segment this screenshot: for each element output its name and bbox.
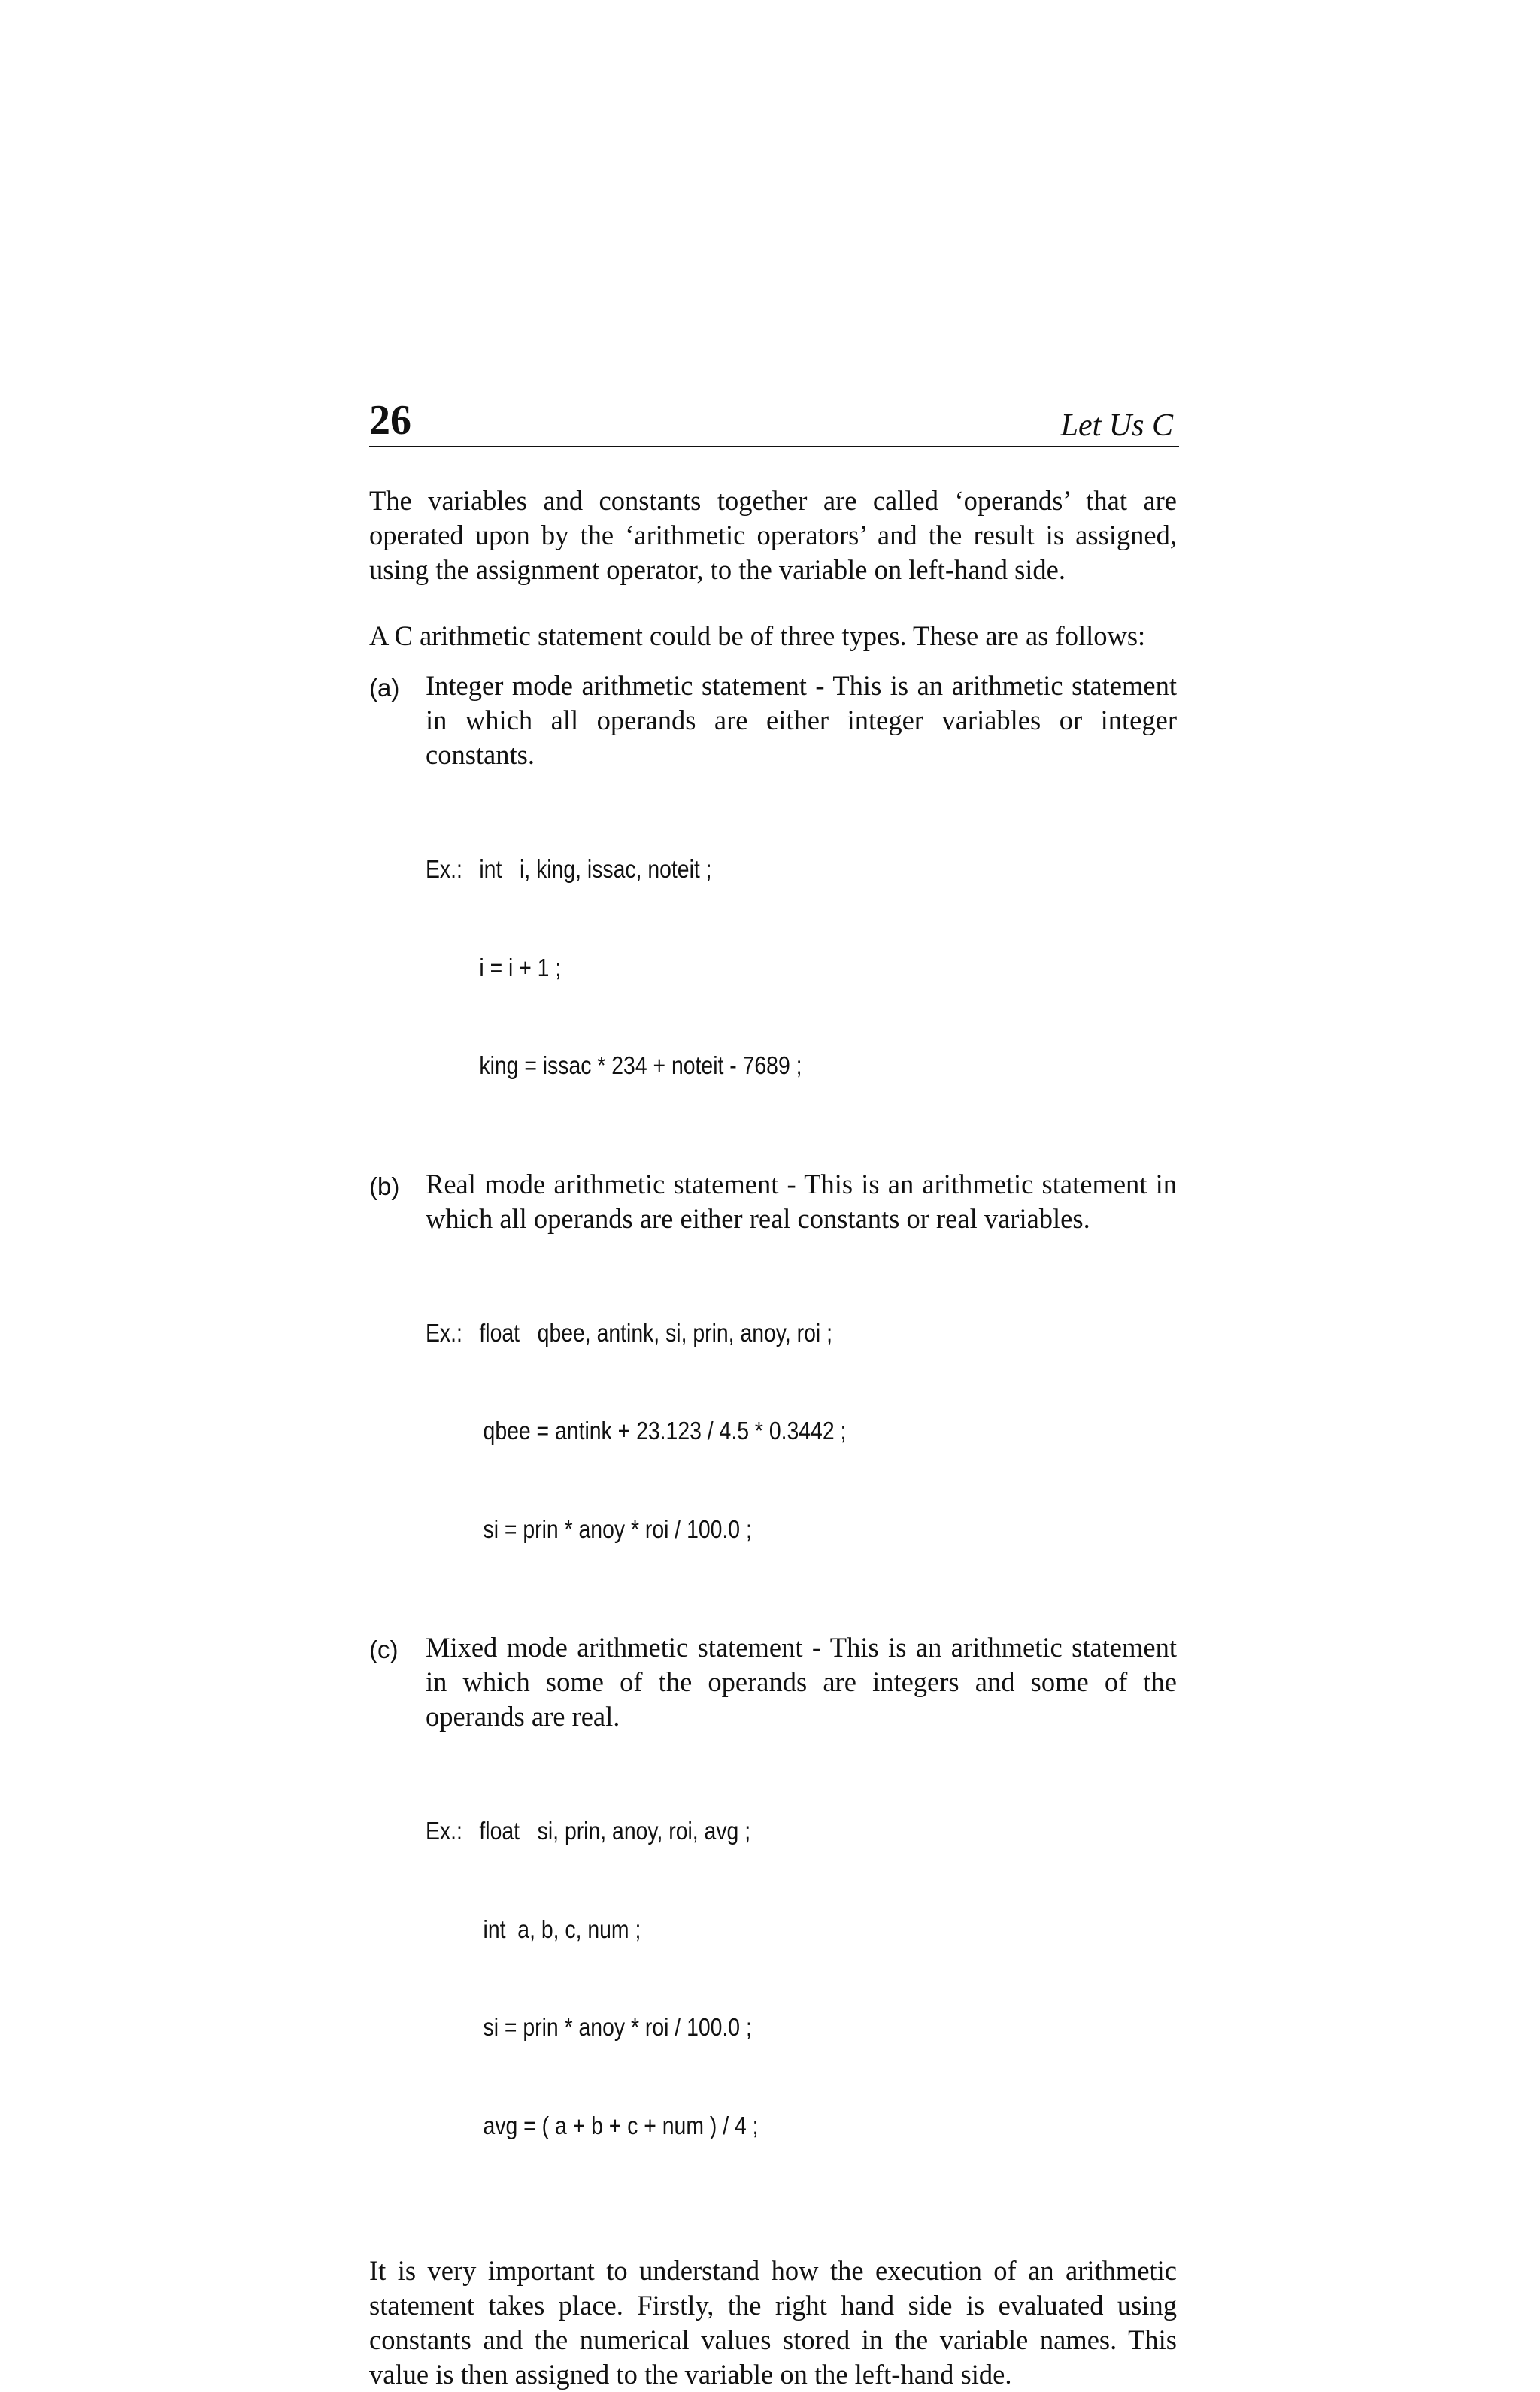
- book-page: [369, 0, 1179, 2390]
- code-line: [426, 1513, 1072, 1546]
- code-text: float si, prin, anoy, roi, avg ;: [479, 1817, 751, 1845]
- page-number: 26: [369, 397, 411, 444]
- list-item-real-mode: [369, 1167, 1177, 1611]
- code-example: [426, 787, 1072, 1147]
- list-marker: (c): [369, 1636, 399, 1663]
- list-item-text: Integer mode arithmetic statement - This is an arithmetic statement in which all operands are either integer variables or integer constants.: [426, 670, 1177, 770]
- code-text: int a, b, c, num ;: [483, 1915, 641, 1943]
- code-example: [426, 1251, 1072, 1611]
- code-text: float qbee, antink, si, prin, anoy, roi ;: [479, 1318, 832, 1347]
- types-intro-paragraph: A C arithmetic statement could be of three types. These are as follows:: [369, 620, 1146, 651]
- code-line: [426, 853, 1072, 886]
- list-item-integer-mode: [369, 668, 1177, 1147]
- code-line: [426, 2011, 1072, 2044]
- example-label: Ex.:: [426, 1817, 462, 1845]
- page-content: [369, 484, 1177, 2392]
- code-text: avg = ( a + b + c + num ) / 4 ;: [483, 2111, 759, 2139]
- code-example: [426, 1749, 1072, 2207]
- list-marker: (b): [369, 1172, 400, 1200]
- closing-paragraph: It is very important to understand how the execution of an arithmetic statement takes place. Firstly, the right hand side is evaluated using constants and the numerical values stored in the variable names. This value is then assigned to the variable on the left-hand side.: [369, 2255, 1177, 2390]
- code-text: int i, king, issac, noteit ;: [479, 855, 712, 883]
- code-line: [426, 2109, 1072, 2142]
- code-line: [426, 1317, 1072, 1350]
- code-text: si = prin * anoy * roi / 100.0 ;: [483, 1514, 752, 1543]
- code-text: king = issac * 234 + noteit - 7689 ;: [479, 1051, 802, 1079]
- code-text: qbee = antink + 23.123 / 4.5 * 0.3442 ;: [483, 1417, 847, 1445]
- code-line: [426, 1913, 1072, 1946]
- list-item-text: Real mode arithmetic statement - This is an arithmetic statement in which all operands are either real constants or real variables.: [426, 1168, 1177, 1234]
- list-item-text: Mixed mode arithmetic statement - This is an arithmetic statement in which some of the operands are integers and some of the operands are real.: [426, 1632, 1177, 1732]
- code-line: [426, 951, 1072, 984]
- code-text: i = i + 1 ;: [479, 953, 562, 981]
- code-line: [426, 1414, 1072, 1448]
- list-marker: (a): [369, 674, 400, 702]
- list-item-mixed-mode: [369, 1630, 1177, 2207]
- running-title: Let Us C: [1060, 408, 1173, 443]
- code-line: [426, 1814, 1072, 1848]
- page-header: [369, 387, 1179, 447]
- example-label: Ex.:: [426, 1318, 462, 1347]
- intro-paragraph: The variables and constants together are called ‘operands’ that are operated upon by the ‘arithmetic operators’ and the result is assigned, using the assignment operator, to the variable on left-hand side.: [369, 485, 1177, 585]
- code-text: si = prin * anoy * roi / 100.0 ;: [483, 2013, 752, 2041]
- code-line: [426, 1049, 1072, 1082]
- example-label: Ex.:: [426, 855, 462, 883]
